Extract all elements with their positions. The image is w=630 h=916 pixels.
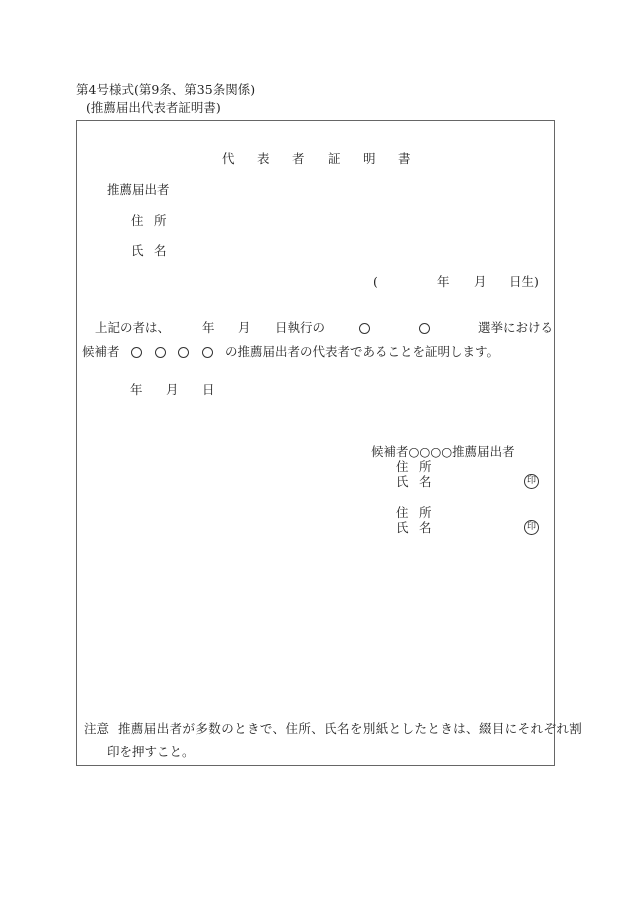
seal-icon: 印 bbox=[524, 520, 539, 535]
title-char: 書 bbox=[398, 151, 411, 166]
note-label: 注意 bbox=[84, 721, 110, 736]
title-char: 者 bbox=[292, 151, 305, 166]
title-char: 証 bbox=[328, 151, 341, 166]
note-line-1: 推薦届出者が多数のときで、住所、氏名を別紙としたときは、綴目にそれぞれ割 bbox=[118, 721, 583, 736]
placeholder-circle bbox=[202, 347, 213, 358]
title-char: 表 bbox=[257, 151, 270, 166]
title-char: 代 bbox=[222, 151, 235, 166]
signature-heading: 候補者○○○○推薦届出者 bbox=[371, 444, 515, 459]
title-char: 明 bbox=[363, 151, 376, 166]
form-number: 第4号様式(第9条、第35条関係) bbox=[76, 82, 256, 97]
form-subtitle: (推薦届出代表者証明書) bbox=[86, 100, 221, 115]
certificate-frame bbox=[76, 120, 555, 766]
seal-icon: 印 bbox=[524, 474, 539, 489]
note-line-2: 印を押すこと。 bbox=[107, 744, 195, 759]
placeholder-circle bbox=[155, 347, 166, 358]
placeholder-circle bbox=[178, 347, 189, 358]
placeholder-circle bbox=[359, 323, 370, 334]
placeholder-circle bbox=[419, 323, 430, 334]
placeholder-circle bbox=[131, 347, 142, 358]
recommender-heading: 推薦届出者 bbox=[107, 182, 170, 197]
